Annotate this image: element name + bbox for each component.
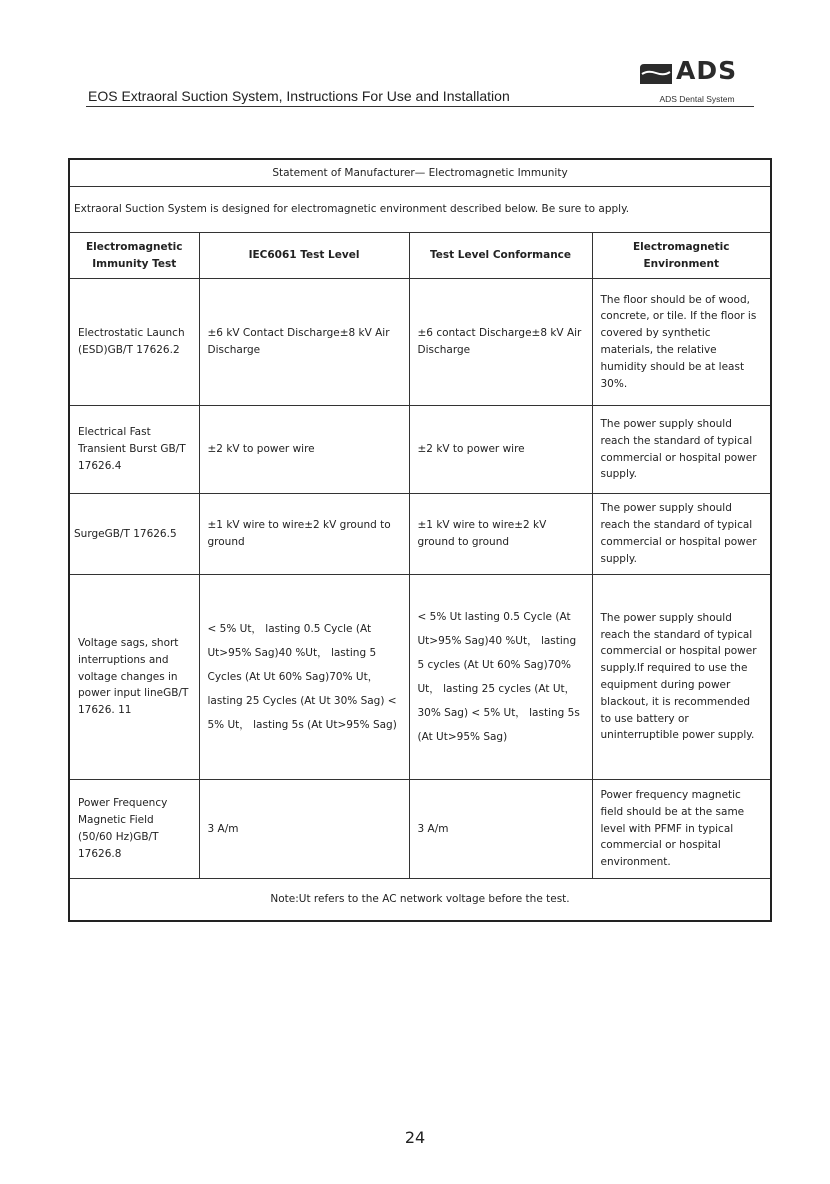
row-test-level: 3 A/m	[199, 780, 409, 879]
row-conformance: ±6 contact Discharge±8 kV Air Discharge	[409, 279, 592, 406]
table-row	[69, 406, 771, 494]
row-conformance: < 5% Ut lasting 0.5 Cycle (At Ut>95% Sag)40 %Ut， lasting 5 cycles (At Ut 60% Sag)70% Ut， lasting 25 cycles (At Ut， 30% Sag) < 5% Ut， lasting 5s (At Ut>95% Sag)	[409, 575, 592, 780]
row-conformance: 3 A/m	[409, 780, 592, 879]
column-header-conformance: Test Level Conformance	[409, 233, 592, 279]
column-header-environment: Electromagnetic Environment	[592, 233, 771, 279]
table-row	[69, 780, 771, 879]
table-header-row	[69, 233, 771, 279]
row-test-name: SurgeGB/T 17626.5	[69, 494, 199, 575]
logo-text: ADS	[676, 56, 738, 85]
row-test-level: ±1 kV wire to wire±2 kV ground to ground	[199, 494, 409, 575]
page-number: 24	[404, 1128, 426, 1147]
row-test-level: < 5% Ut， lasting 0.5 Cycle (At Ut>95% Sag)40 %Ut， lasting 5 Cycles (At Ut 60% Sag)70% Ut， lasting 25 Cycles (At Ut 30% Sag) < 5% Ut， lasting 5s (At Ut>95% Sag)	[199, 575, 409, 780]
document-title: EOS Extraoral Suction System, Instructions For Use and Installation	[88, 88, 510, 104]
emc-immunity-table	[68, 158, 772, 922]
row-test-name: Power Frequency Magnetic Field (50/60 Hz)GB/T 17626.8	[69, 780, 199, 879]
table-row	[69, 279, 771, 406]
ads-logo	[638, 58, 756, 104]
row-conformance: ±1 kV wire to wire±2 kV ground to ground	[409, 494, 592, 575]
row-environment: Power frequency magnetic field should be at the same level with PFMF in typical commercial or hospital environment.	[592, 780, 771, 879]
header-rule	[86, 106, 754, 107]
row-test-level: ±2 kV to power wire	[199, 406, 409, 494]
row-test-level: ±6 kV Contact Discharge±8 kV Air Discharge	[199, 279, 409, 406]
column-header-level: IEC6061 Test Level	[199, 233, 409, 279]
row-test-name: Electrical Fast Transient Burst GB/T 17626.4	[69, 406, 199, 494]
table-statement: Statement of Manufacturer— Electromagnetic Immunity	[69, 159, 771, 187]
page-header	[86, 58, 756, 108]
table-intro: Extraoral Suction System is designed for electromagnetic environment described below. Be sure to apply.	[69, 187, 771, 233]
column-header-test: Electromagnetic Immunity Test	[69, 233, 199, 279]
table-note: Note:Ut refers to the AC network voltage before the test.	[69, 879, 771, 922]
row-test-name: Electrostatic Launch (ESD)GB/T 17626.2	[69, 279, 199, 406]
row-environment: The floor should be of wood, concrete, or tile. If the floor is covered by synthetic materials, the relative humidity should be at least 30%.	[592, 279, 771, 406]
logo-subtitle: ADS Dental System	[659, 94, 735, 104]
ads-logo-mark-icon	[640, 64, 672, 84]
row-environment: The power supply should reach the standard of typical commercial or hospital power supply.If required to use the equipment during power blackout, it is recommended to use battery or uninterruptible power supply.	[592, 575, 771, 780]
row-test-name: Voltage sags, short interruptions and voltage changes in power input lineGB/T 17626. 11	[69, 575, 199, 780]
row-environment: The power supply should reach the standard of typical commercial or hospital power supply.	[592, 494, 771, 575]
row-conformance: ±2 kV to power wire	[409, 406, 592, 494]
row-environment: The power supply should reach the standard of typical commercial or hospital power supply.	[592, 406, 771, 494]
table-row	[69, 575, 771, 780]
table-row	[69, 494, 771, 575]
